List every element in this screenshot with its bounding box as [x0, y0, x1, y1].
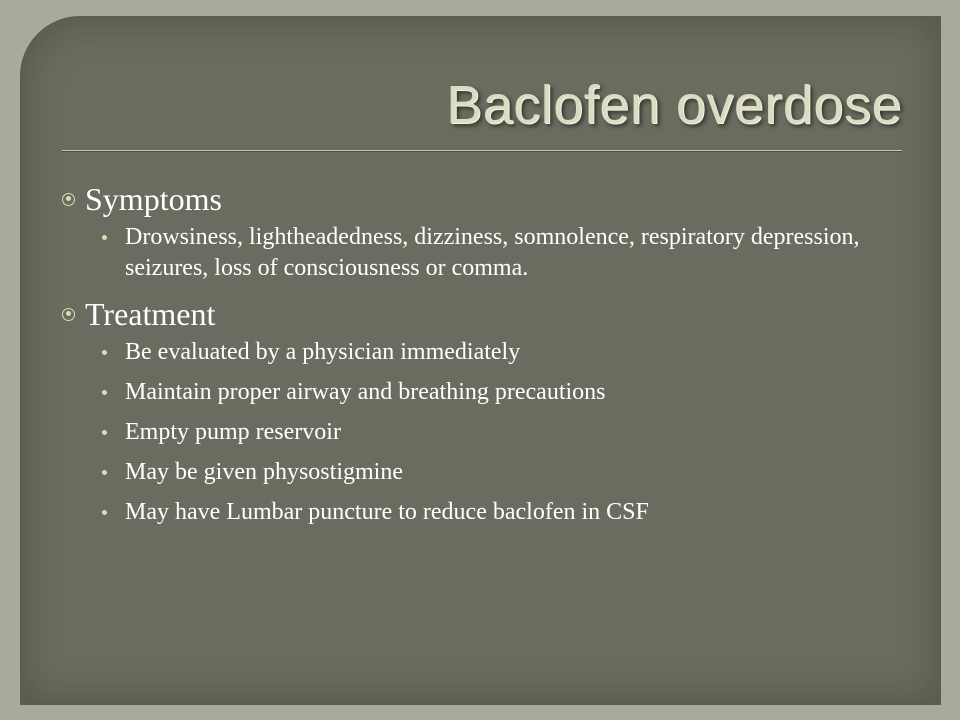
list-item-text: Drowsiness, lightheadedness, dizziness, somnolence, respiratory depression, seizures, loss of consciousness or comma. [125, 224, 860, 281]
symptoms-list [62, 222, 904, 284]
list-item-text: May be given physostigmine [125, 459, 403, 485]
list-item [102, 337, 904, 368]
target-bullet-icon [62, 308, 75, 321]
list-item [102, 417, 904, 448]
title-divider [62, 150, 902, 151]
list-item-text: Be evaluated by a physician immediately [125, 339, 521, 365]
dot-bullet-icon [102, 390, 107, 395]
section-treatment [62, 291, 904, 528]
section-label: Symptoms [85, 181, 222, 217]
list-item-text: May have Lumbar puncture to reduce baclofen in CSF [125, 499, 649, 525]
dot-bullet-icon [102, 510, 107, 515]
slide-content [62, 176, 904, 537]
section-heading [62, 176, 904, 222]
dot-bullet-icon [102, 430, 107, 435]
list-item-text: Maintain proper airway and breathing precautions [125, 379, 606, 405]
section-symptoms [62, 176, 904, 284]
list-item [102, 222, 904, 284]
list-item [102, 377, 904, 408]
list-item [102, 457, 904, 488]
dot-bullet-icon [102, 350, 107, 355]
list-item [102, 497, 904, 528]
list-item-text: Empty pump reservoir [125, 419, 341, 445]
section-label: Treatment [85, 296, 216, 332]
section-heading [62, 291, 904, 337]
target-bullet-icon [62, 193, 75, 206]
dot-bullet-icon [102, 235, 107, 240]
dot-bullet-icon [102, 470, 107, 475]
treatment-list [62, 337, 904, 528]
slide-title: Baclofen overdose [446, 75, 902, 135]
